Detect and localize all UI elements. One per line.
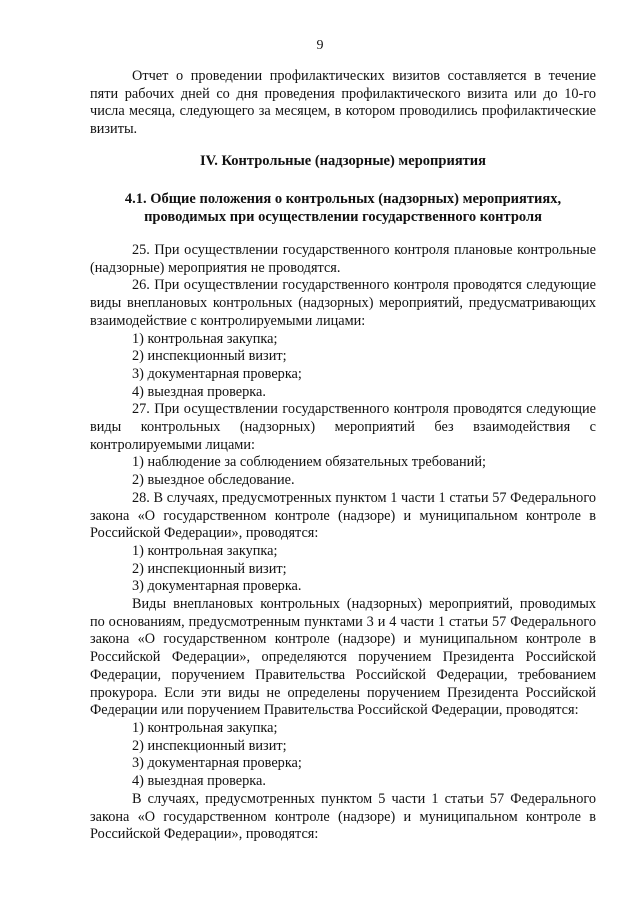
- list-item: 1) контрольная закупка;: [132, 542, 278, 559]
- list-item: 1) контрольная закупка;: [132, 330, 278, 347]
- list-item: 2) инспекционный визит;: [132, 560, 287, 577]
- list-item: 3) документарная проверка;: [132, 755, 302, 772]
- subsection-title: 4.1. Общие положения о контрольных (надзорных) мероприятиях, проводимых при осуществлении государственного контроля: [124, 191, 562, 225]
- page-number: 9: [316, 38, 324, 53]
- list-item: 4) выездная проверка.: [132, 773, 266, 790]
- list-item: 1) контрольная закупка;: [132, 719, 278, 736]
- list-item: 2) выездное обследование.: [132, 472, 295, 489]
- body-text: [90, 242, 596, 844]
- paragraph: 25. При осуществлении государственного контроля плановые контрольные (надзорные) мероприятия не проводятся.: [90, 242, 596, 276]
- section-title: IV. Контрольные (надзорные) мероприятия: [200, 153, 486, 169]
- intro-block: [90, 68, 596, 139]
- paragraph: 27. При осуществлении государственного контроля проводятся следующие виды контрольных (надзорных) мероприятий без взаимодействия с контролируемыми лицами:: [90, 401, 596, 453]
- list-item: 3) документарная проверка;: [132, 365, 302, 382]
- paragraph: В случаях, предусмотренных пунктом 5 части 1 статьи 57 Федерального закона «О государственном контроле (надзоре) и муниципальном контроле в Российской Федерации», проводятся:: [90, 790, 596, 843]
- list-item: 1) наблюдение за соблюдением обязательных требований;: [132, 454, 486, 471]
- intro-paragraph: Отчет о проведении профилактических визитов составляется в течение пяти рабочих дней со дня проведения профилактического визита или до 10-го числа месяца, следующего за месяцем, в котором проводились профилактические визиты.: [90, 68, 596, 138]
- list-item: 4) выездная проверка.: [132, 383, 266, 400]
- list-item: 2) инспекционный визит;: [132, 737, 287, 754]
- list-item: 2) инспекционный визит;: [132, 348, 287, 365]
- paragraph: Виды внеплановых контрольных (надзорных) мероприятий, проводимых по основаниям, предусмотренным пунктами 3 и 4 части 1 статьи 57 Федерального закона «О государственном контроле (надзоре) и муниципальном контроле в Российской Федерации», определяются поручением Президента Российской Федерации, поручением Правительства Российской Федерации, требованием прокурора. Если эти виды не определены поручением Президента Российской Федерации или поручением Правительства Российской Федерации, проводятся:: [90, 596, 596, 719]
- paragraph: 28. В случаях, предусмотренных пунктом 1 части 1 статьи 57 Федерального закона «О государственном контроле (надзоре) и муниципальном контроле в Российской Федерации», проводятся:: [90, 489, 596, 542]
- paragraph: 26. При осуществлении государственного контроля проводятся следующие виды внеплановых контрольных (надзорных) мероприятий, предусматривающих взаимодействие с контролируемыми лицами:: [90, 277, 596, 329]
- list-item: 3) документарная проверка.: [132, 578, 302, 595]
